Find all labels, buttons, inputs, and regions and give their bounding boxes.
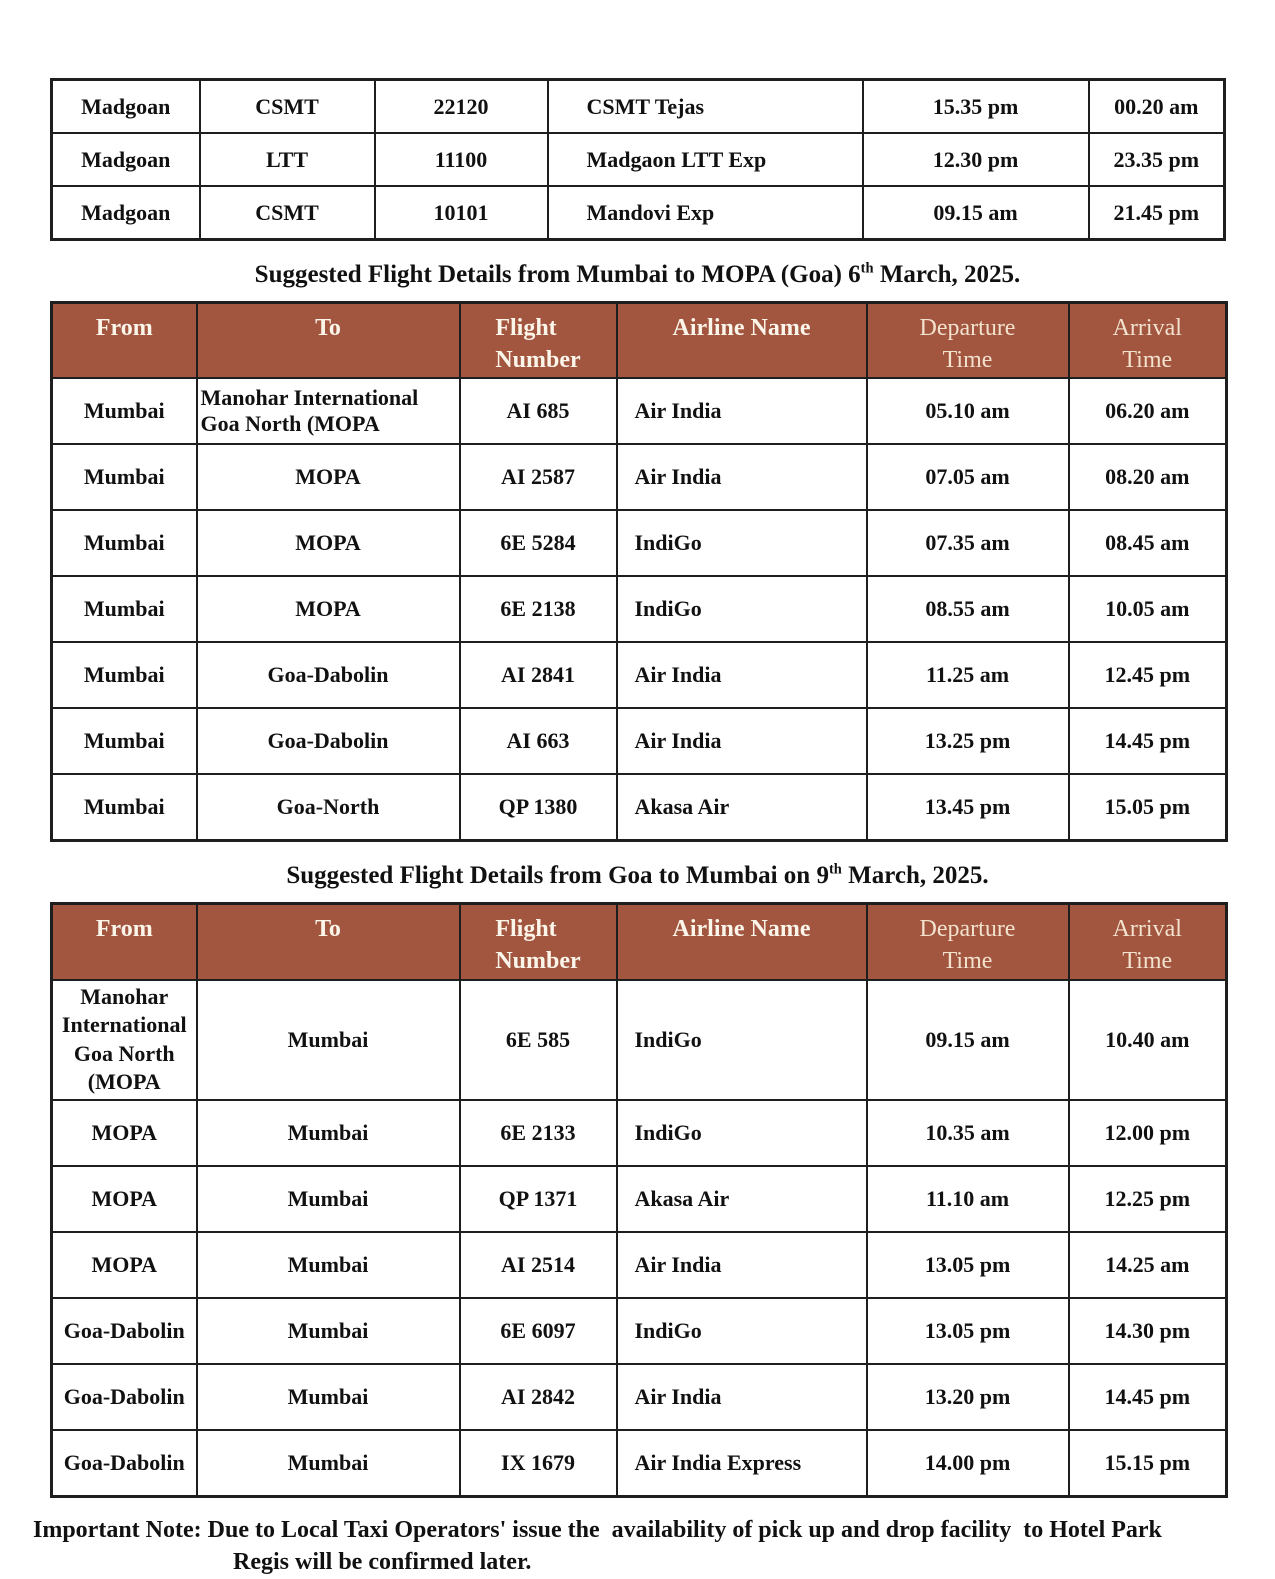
heading-superscript: th <box>860 260 874 277</box>
heading-goa-to-mumbai <box>0 862 1275 890</box>
airline-cell: Air India <box>617 708 867 774</box>
destination-cell: LTT <box>200 133 375 186</box>
header-departure-time: Departure Time <box>867 303 1069 379</box>
heading-superscript: th <box>828 862 842 879</box>
table-row <box>52 186 1225 240</box>
from-cell: Mumbai <box>52 444 197 510</box>
from-cell: Mumbai <box>52 510 197 576</box>
departure-cell: 07.35 am <box>867 510 1069 576</box>
flight-number-cell: 6E 2138 <box>460 576 617 642</box>
train-number-cell: 11100 <box>375 133 548 186</box>
departure-cell: 13.25 pm <box>867 708 1069 774</box>
header-arrival-time: Arrival Time <box>1069 904 1227 980</box>
from-cell: Mumbai <box>52 708 197 774</box>
to-cell: Mumbai <box>197 1364 460 1430</box>
flight-number-cell: AI 2587 <box>460 444 617 510</box>
flight-number-cell: AI 2841 <box>460 642 617 708</box>
flight-number-cell: 6E 585 <box>460 980 617 1100</box>
departure-cell: 13.05 pm <box>867 1232 1069 1298</box>
from-cell: MOPA <box>52 1232 197 1298</box>
destination-cell: CSMT <box>200 80 375 134</box>
table-row <box>52 378 1227 444</box>
arrival-cell: 10.40 am <box>1069 980 1227 1100</box>
to-cell: Goa-North <box>197 774 460 841</box>
from-cell: Mumbai <box>52 378 197 444</box>
flight-number-cell: 6E 2133 <box>460 1100 617 1166</box>
important-note-line1: Important Note: Due to Local Taxi Operators' issue the availability of pick up and drop facility to Hotel Park <box>33 1517 1162 1544</box>
airline-cell: IndiGo <box>617 1100 867 1166</box>
document-page <box>0 78 1275 1576</box>
train-name-cell: CSMT Tejas <box>548 80 863 134</box>
to-cell: Mumbai <box>197 1430 460 1497</box>
flight-number-cell: AI 2514 <box>460 1232 617 1298</box>
arrival-cell: 14.25 am <box>1069 1232 1227 1298</box>
arrival-cell: 23.35 pm <box>1089 133 1225 186</box>
to-cell: Goa-Dabolin <box>197 708 460 774</box>
origin-cell: Madgoan <box>52 80 200 134</box>
to-cell: Mumbai <box>197 1100 460 1166</box>
table-row <box>52 510 1227 576</box>
from-cell: Goa-Dabolin <box>52 1364 197 1430</box>
arrival-cell: 14.30 pm <box>1069 1298 1227 1364</box>
heading-text: Suggested Flight Details from Goa to Mumbai on 9 <box>286 862 829 890</box>
departure-cell: 13.20 pm <box>867 1364 1069 1430</box>
to-cell: Mumbai <box>197 1166 460 1232</box>
table-row <box>52 1232 1227 1298</box>
arrival-cell: 15.15 pm <box>1069 1430 1227 1497</box>
heading-mumbai-to-goa <box>0 261 1275 289</box>
important-note <box>33 1514 1248 1579</box>
table-row <box>52 1166 1227 1232</box>
from-cell: Goa-Dabolin <box>52 1298 197 1364</box>
header-departure-time: Departure Time <box>867 904 1069 980</box>
flight-number-cell: QP 1380 <box>460 774 617 841</box>
destination-cell: CSMT <box>200 186 375 240</box>
flight-number-cell: AI 2842 <box>460 1364 617 1430</box>
arrival-cell: 12.00 pm <box>1069 1100 1227 1166</box>
departure-cell: 13.45 pm <box>867 774 1069 841</box>
arrival-cell: 15.05 pm <box>1069 774 1227 841</box>
arrival-cell: 12.25 pm <box>1069 1166 1227 1232</box>
header-from: From <box>52 303 197 379</box>
important-note-line2: Regis will be confirmed later. <box>233 1549 532 1576</box>
arrival-cell: 21.45 pm <box>1089 186 1225 240</box>
airline-cell: Akasa Air <box>617 774 867 841</box>
departure-cell: 11.10 am <box>867 1166 1069 1232</box>
train-number-cell: 10101 <box>375 186 548 240</box>
from-cell: MOPA <box>52 1100 197 1166</box>
airline-cell: Air India <box>617 1364 867 1430</box>
table-row <box>52 708 1227 774</box>
airline-cell: IndiGo <box>617 1298 867 1364</box>
from-cell: Mumbai <box>52 576 197 642</box>
from-cell: Mumbai <box>52 774 197 841</box>
flight-number-cell: 6E 5284 <box>460 510 617 576</box>
table-row <box>52 80 1225 134</box>
departure-cell: 09.15 am <box>863 186 1089 240</box>
header-row <box>52 904 1227 980</box>
table-row <box>52 576 1227 642</box>
table-row <box>52 133 1225 186</box>
airline-cell: Akasa Air <box>617 1166 867 1232</box>
arrival-cell: 10.05 am <box>1069 576 1227 642</box>
table-row <box>52 444 1227 510</box>
header-row <box>52 303 1227 379</box>
flight-number-cell: AI 663 <box>460 708 617 774</box>
table-row <box>52 1430 1227 1497</box>
from-cell: Manohar International Goa North (MOPA <box>52 980 197 1100</box>
departure-cell: 10.35 am <box>867 1100 1069 1166</box>
arrival-cell: 14.45 pm <box>1069 708 1227 774</box>
table-row <box>52 980 1227 1100</box>
train-name-cell: Madgaon LTT Exp <box>548 133 863 186</box>
to-cell: Goa-Dabolin <box>197 642 460 708</box>
airline-cell: IndiGo <box>617 980 867 1100</box>
goa-to-mumbai-flight-table <box>50 902 1228 1498</box>
departure-cell: 07.05 am <box>867 444 1069 510</box>
header-arrival-time: Arrival Time <box>1069 303 1227 379</box>
arrival-cell: 06.20 am <box>1069 378 1227 444</box>
train-schedule-table <box>50 78 1226 241</box>
origin-cell: Madgoan <box>52 186 200 240</box>
to-cell: MOPA <box>197 576 460 642</box>
table-row <box>52 642 1227 708</box>
arrival-cell: 08.20 am <box>1069 444 1227 510</box>
airline-cell: Air India <box>617 378 867 444</box>
header-flight-number: Flight Number <box>460 904 617 980</box>
to-cell: Manohar International Goa North (MOPA <box>197 378 460 444</box>
departure-cell: 05.10 am <box>867 378 1069 444</box>
from-cell: Goa-Dabolin <box>52 1430 197 1497</box>
departure-cell: 15.35 pm <box>863 80 1089 134</box>
flight-number-cell: AI 685 <box>460 378 617 444</box>
to-cell: Mumbai <box>197 1232 460 1298</box>
airline-cell: Air India <box>617 444 867 510</box>
departure-cell: 11.25 am <box>867 642 1069 708</box>
airline-cell: Air India Express <box>617 1430 867 1497</box>
flight-number-cell: IX 1679 <box>460 1430 617 1497</box>
table-row <box>52 1100 1227 1166</box>
origin-cell: Madgoan <box>52 133 200 186</box>
train-name-cell: Mandovi Exp <box>548 186 863 240</box>
table-row <box>52 1298 1227 1364</box>
heading-text: March, 2025. <box>841 862 989 890</box>
arrival-cell: 00.20 am <box>1089 80 1225 134</box>
airline-cell: Air India <box>617 1232 867 1298</box>
heading-text: March, 2025. <box>873 261 1021 288</box>
departure-cell: 13.05 pm <box>867 1298 1069 1364</box>
airline-cell: Air India <box>617 642 867 708</box>
departure-cell: 09.15 am <box>867 980 1069 1100</box>
header-to: To <box>197 303 460 379</box>
departure-cell: 14.00 pm <box>867 1430 1069 1497</box>
from-cell: Mumbai <box>52 642 197 708</box>
table-row <box>52 1364 1227 1430</box>
arrival-cell: 08.45 am <box>1069 510 1227 576</box>
header-airline-name: Airline Name <box>617 904 867 980</box>
heading-text: Suggested Flight Details from Mumbai to MOPA (Goa) 6 <box>254 261 861 288</box>
from-cell: MOPA <box>52 1166 197 1232</box>
header-from: From <box>52 904 197 980</box>
airline-cell: IndiGo <box>617 576 867 642</box>
arrival-cell: 14.45 pm <box>1069 1364 1227 1430</box>
train-number-cell: 22120 <box>375 80 548 134</box>
header-airline-name: Airline Name <box>617 303 867 379</box>
to-cell: MOPA <box>197 510 460 576</box>
table-row <box>52 774 1227 841</box>
departure-cell: 08.55 am <box>867 576 1069 642</box>
airline-cell: IndiGo <box>617 510 867 576</box>
header-to: To <box>197 904 460 980</box>
header-flight-number: Flight Number <box>460 303 617 379</box>
to-cell: Mumbai <box>197 980 460 1100</box>
mumbai-to-goa-flight-table <box>50 301 1228 842</box>
arrival-cell: 12.45 pm <box>1069 642 1227 708</box>
to-cell: MOPA <box>197 444 460 510</box>
departure-cell: 12.30 pm <box>863 133 1089 186</box>
flight-number-cell: 6E 6097 <box>460 1298 617 1364</box>
to-cell: Mumbai <box>197 1298 460 1364</box>
flight-number-cell: QP 1371 <box>460 1166 617 1232</box>
